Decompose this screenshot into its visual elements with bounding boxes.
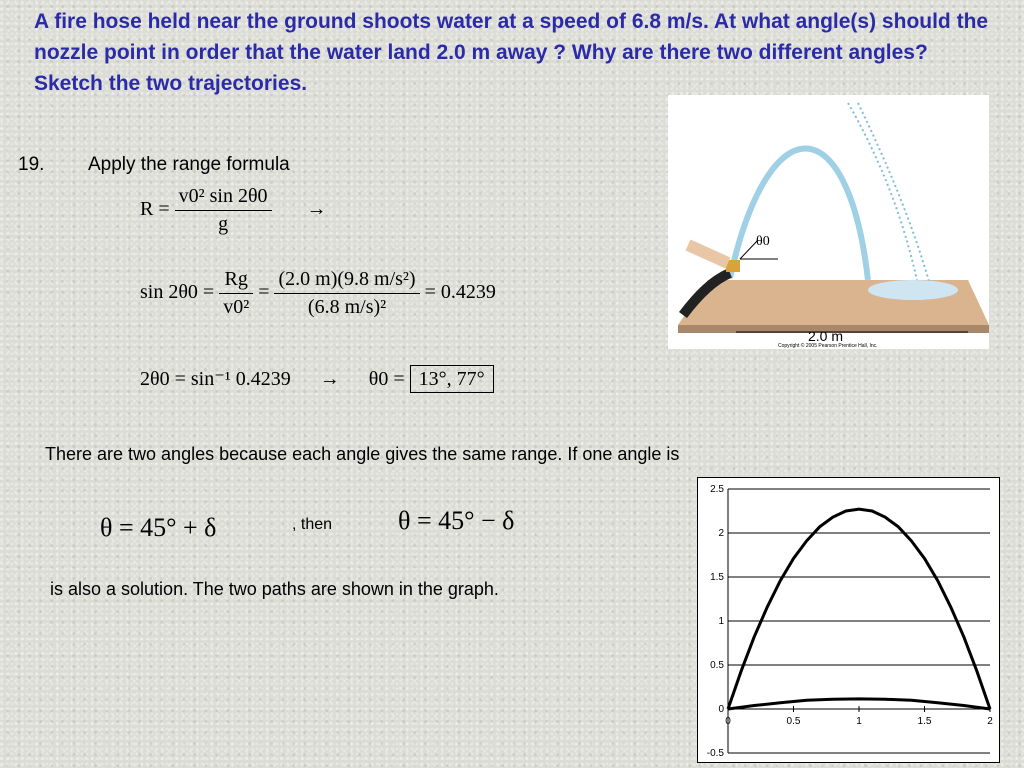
trajectory-line-1	[728, 509, 990, 709]
y-tick-label: 1.5	[710, 572, 724, 583]
explanation-line-1: There are two angles because each angle gives the same range. If one angle is	[45, 444, 680, 464]
step-label: Apply the range formula	[88, 154, 290, 175]
fraction-values	[274, 268, 419, 319]
fraction-values-denominator: (6.8 m/s)²	[307, 296, 387, 318]
range-formula	[140, 185, 327, 236]
sine-equation-lhs: sin 2θ0 =	[140, 281, 215, 304]
fraction-rg-numerator: Rg	[219, 268, 253, 294]
sine-equation-result: = 0.4239	[424, 281, 496, 304]
equation-plus-delta: θ = 45° + δ	[100, 513, 217, 542]
range-formula-lhs: R =	[140, 198, 170, 221]
angle-label: θ0	[756, 234, 770, 249]
y-tick-label: 1	[718, 616, 724, 627]
y-tick-label: 2.5	[710, 484, 724, 495]
fraction-values-numerator: (2.0 m)(9.8 m/s²)	[274, 268, 419, 294]
trajectory-chart-svg	[698, 478, 999, 762]
fire-hose-drawing	[668, 95, 989, 349]
sine-equation: sin 2θ0 = $\frac{Rg}{\text{v0²}}$ = $\frac{\text{(2.0 m)(9.8 m/s²)}}{\text{(6.8 m/s)²}}$ = 0.4239	[140, 268, 496, 318]
x-tick-label: 0	[725, 716, 731, 727]
equation-minus-delta: θ = 45° − δ	[398, 506, 515, 535]
then-text: , then	[292, 516, 333, 533]
angle-equation-lhs: 2θ0 = sin⁻¹ 0.4239	[140, 368, 291, 390]
angle-equation	[140, 366, 494, 391]
answer-box: 13°, 77°	[410, 365, 494, 393]
range-formula-numerator: v0² sin 2θ0	[175, 185, 272, 211]
explanation-line-2: is also a solution. The two paths are shown in the graph.	[50, 579, 499, 599]
x-tick-label: 1.5	[917, 716, 932, 727]
trajectory-chart	[697, 477, 1000, 763]
x-tick-label: 1	[856, 716, 862, 727]
x-tick-label: 2	[987, 716, 993, 727]
range-formula-denominator: g	[218, 213, 229, 235]
problem-statement: A fire hose held near the ground shoots water at a speed of 6.8 m/s. At what angle(s) should the nozzle point in order that the water land 2.0 m away ? Why are there two different angles? Sketch the two trajectories.	[34, 10, 989, 95]
fraction-rg	[219, 268, 253, 319]
x-tick-label: 0.5	[786, 716, 801, 727]
theta-label: θ0 =	[368, 368, 405, 390]
y-tick-label: -0.5	[706, 748, 724, 759]
y-tick-label: 0	[718, 704, 724, 715]
copyright-text: Copyright © 2005 Pearson Prentice Hall, Inc.	[778, 343, 878, 349]
y-tick-label: 2	[718, 528, 724, 539]
fire-hose-illustration	[668, 95, 989, 349]
fraction-rg-denominator: v0²	[223, 296, 250, 318]
y-tick-label: 0.5	[710, 660, 724, 671]
arrow-1: →	[306, 198, 327, 221]
arrow-2: →	[319, 368, 340, 390]
range-formula-fraction	[175, 185, 272, 236]
distance-label: 2.0 m	[808, 328, 844, 344]
problem-number: 19.	[18, 154, 45, 175]
